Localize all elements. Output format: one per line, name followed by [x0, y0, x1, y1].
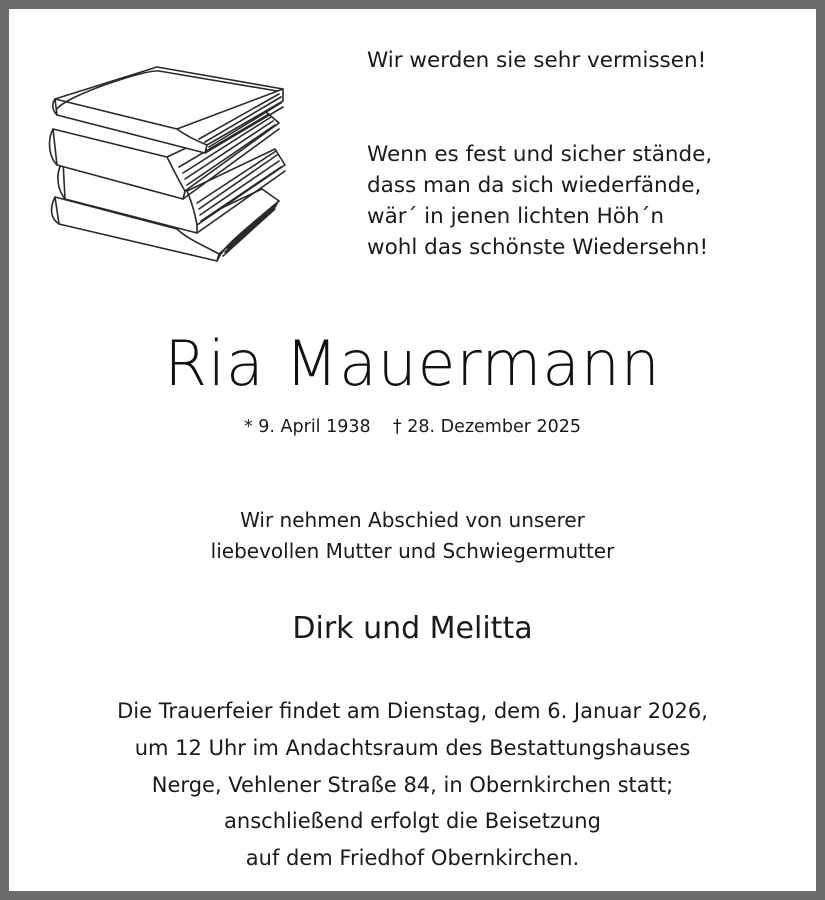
funeral-line: Die Trauerfeier findet am Dienstag, dem 6. Januar 2026,	[117, 699, 708, 723]
poem-stanza	[367, 139, 807, 263]
funeral-line: auf dem Friedhof Obernkirchen.	[245, 846, 580, 871]
poem-opening-line	[367, 45, 807, 76]
farewell-text	[9, 505, 816, 567]
life-dates: * 9. April 1938 † 28. Dezember 2025	[243, 417, 582, 437]
mourners-names: Dirk und Melitta	[292, 611, 533, 646]
funeral-line: Nerge, Vehlener Straße 84, in Obernkirchen statt;	[151, 772, 674, 797]
poem-line: wär´ in jenen lichten Höh´n	[367, 204, 664, 229]
poem-line: Wenn es fest und sicher stände,	[367, 142, 713, 167]
farewell-line: liebevollen Mutter und Schwiegermutter	[210, 539, 615, 563]
deceased-name: Ria Mauermann	[164, 327, 661, 400]
funeral-line: anschließend erfolgt die Beisetzung	[224, 809, 601, 834]
poem-line: Wir werden sie sehr vermissen!	[367, 48, 707, 73]
poem-line: wohl das schönste Wiedersehn!	[367, 235, 709, 260]
poem-line: dass man da sich wiederfände,	[367, 173, 702, 198]
funeral-details	[9, 693, 816, 877]
funeral-line: um 12 Uhr im Andachtsraum des Bestattungshauses	[134, 735, 691, 760]
stack-of-books-icon	[47, 49, 297, 269]
farewell-line: Wir nehmen Abschied von unserer	[240, 508, 585, 532]
